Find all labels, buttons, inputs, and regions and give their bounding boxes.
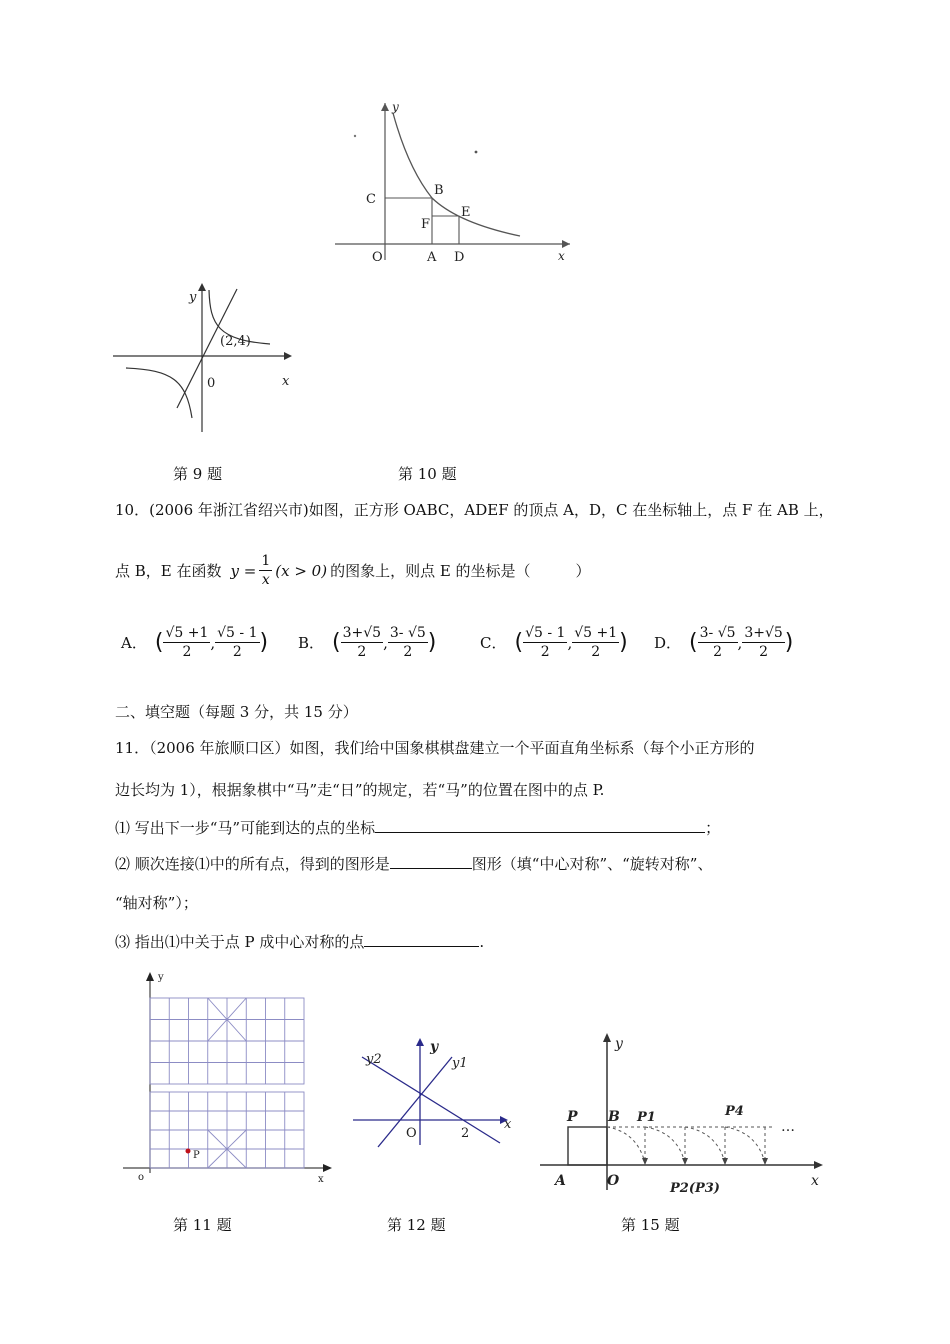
answer-blank-2[interactable]: [390, 852, 472, 869]
q10-line2-post: 的图象上，则点 E 的坐标是（ ）: [330, 561, 591, 580]
point-e-label: E: [461, 205, 471, 220]
point-label: (2,4): [220, 334, 251, 349]
figure-q10-graph: [330, 98, 580, 268]
frac-num: 3+√5: [744, 625, 783, 641]
line-y1-label: y1: [452, 1056, 468, 1071]
point-p-label: P: [567, 1109, 578, 1125]
q11-part3: [115, 930, 484, 952]
q10-line2: [115, 552, 591, 589]
frac-den: 2: [591, 644, 601, 660]
frac-den: 2: [182, 644, 192, 660]
q11-line1: 11．（2006 年旅顺口区）如图，我们给中国象棋棋盘建立一个平面直角坐标系（每个小正方形的: [115, 739, 755, 757]
figure-q12-graph: [348, 1035, 518, 1150]
point-c-label: C: [366, 192, 376, 207]
frac-den: 2: [403, 644, 413, 660]
point-p2p3-label: P2(P3): [670, 1181, 720, 1196]
point-f-label: F: [421, 217, 431, 232]
figure-q9-graph: [110, 280, 300, 438]
figure-q11-chessboard: [118, 968, 338, 1190]
frac-den: 2: [232, 644, 242, 660]
section-title: 二、填空题（每题 3 分，共 15 分）: [115, 703, 358, 721]
option-b[interactable]: B． ( $\frac{3+√5}{2}$ , $\frac{3- √5}{2}$ ): [298, 625, 437, 660]
func-denominator: x: [261, 572, 270, 588]
origin-label: o: [138, 1172, 145, 1183]
option-label: D．: [654, 634, 682, 652]
func-lhs: y =: [230, 561, 257, 580]
figure-q15-graph: [535, 1030, 835, 1200]
x-axis-label: x: [504, 1117, 512, 1132]
caption-q15: 第 15 题: [621, 1216, 680, 1234]
frac-num: 3- √5: [389, 625, 426, 641]
q11-part1-end: ；: [705, 819, 721, 837]
option-c[interactable]: C． ( $\frac{√5 - 1}{2}$ , $\frac{√5 +1}{2}$ ): [480, 625, 628, 660]
point-p1-label: P1: [637, 1110, 656, 1125]
origin-label: O: [372, 250, 383, 265]
q11-part1: [115, 816, 720, 838]
q11-part2c: “轴对称”）；: [115, 894, 198, 912]
origin-label: O: [607, 1173, 620, 1189]
func-numerator: 1: [261, 553, 271, 569]
origin-label: 0: [207, 376, 216, 391]
q11-part2: [115, 852, 712, 874]
option-label: C．: [480, 634, 507, 652]
option-d[interactable]: D． ( $\frac{3- √5}{2}$ , $\frac{3+√5}{2}$ ): [654, 625, 794, 660]
point-d-label: D: [454, 250, 465, 265]
q11-part3-end: .: [479, 933, 485, 951]
y-axis-label: y: [189, 290, 197, 305]
line-y2-label: y2: [366, 1052, 382, 1067]
frac-den: 2: [713, 644, 723, 660]
answer-blank-3[interactable]: [364, 930, 479, 947]
point-p-label: P: [193, 1150, 200, 1161]
q10-line2-pre: 点 B，E 在函数: [115, 561, 222, 580]
x-intercept-label: 2: [461, 1126, 470, 1141]
func-fraction: [259, 552, 272, 589]
y-axis-label: y: [430, 1039, 439, 1055]
frac-num: √5 - 1: [217, 625, 258, 641]
caption-q10: 第 10 题: [398, 465, 457, 483]
caption-q11: 第 11 题: [173, 1216, 232, 1234]
caption-q12: 第 12 题: [387, 1216, 446, 1234]
caption-q9: 第 9 题: [173, 465, 223, 483]
x-axis-label: x: [282, 374, 290, 389]
frac-den: 2: [540, 644, 550, 660]
frac-num: √5 - 1: [525, 625, 566, 641]
frac-den: 2: [357, 644, 367, 660]
option-label: A．: [121, 634, 147, 652]
point-a-label: A: [555, 1173, 566, 1189]
frac-num: 3- √5: [699, 625, 736, 641]
point-p4-label: P4: [725, 1104, 744, 1119]
x-axis-label: x: [558, 249, 565, 263]
point-a-label: A: [427, 250, 437, 265]
y-axis-label: y: [392, 100, 399, 114]
frac-num: √5 +1: [165, 625, 209, 641]
q11-part2a-text: ⑵ 顺次连接⑴中的所有点，得到的图形是: [115, 855, 390, 873]
point-p-marker: [186, 1149, 191, 1154]
func-condition: (x > 0): [275, 561, 328, 580]
frac-num: 3+√5: [342, 625, 382, 641]
frac-den: 2: [759, 644, 769, 660]
q10-stem: 10．(2006 年浙江省绍兴市)如图，正方形 OABC，ADEF 的顶点 A，D，C 在坐标轴上，点 F 在 AB 上，: [115, 501, 834, 519]
answer-blank-1[interactable]: [375, 816, 705, 833]
origin-label: O: [406, 1126, 417, 1141]
q11-part1-text: ⑴ 写出下一步“马”可能到达的点的坐标: [115, 819, 376, 837]
option-a[interactable]: A． ( $\frac{√5 +1}{2}$ , $\frac{√5 - 1}{2}$ ): [121, 625, 269, 660]
q11-line2: 边长均为 1），根据象棋中“马”走“日”的规定，若“马”的位置在图中的点 P.: [115, 781, 605, 799]
q11-part3-text: ⑶ 指出⑴中关于点 P 成中心对称的点: [115, 933, 365, 951]
q11-part2b-text: 图形（填“中心对称”、“旋转对称”、: [471, 855, 713, 873]
x-axis-label: x: [811, 1173, 819, 1189]
point-b-label: B: [434, 183, 444, 198]
ellipsis-label: …: [781, 1119, 795, 1135]
y-axis-label: y: [158, 972, 164, 983]
frac-num: √5 +1: [574, 625, 618, 641]
point-b-label: B: [608, 1109, 620, 1125]
option-label: B．: [298, 634, 325, 652]
x-axis-label: x: [318, 1174, 324, 1185]
y-axis-label: y: [615, 1036, 623, 1052]
